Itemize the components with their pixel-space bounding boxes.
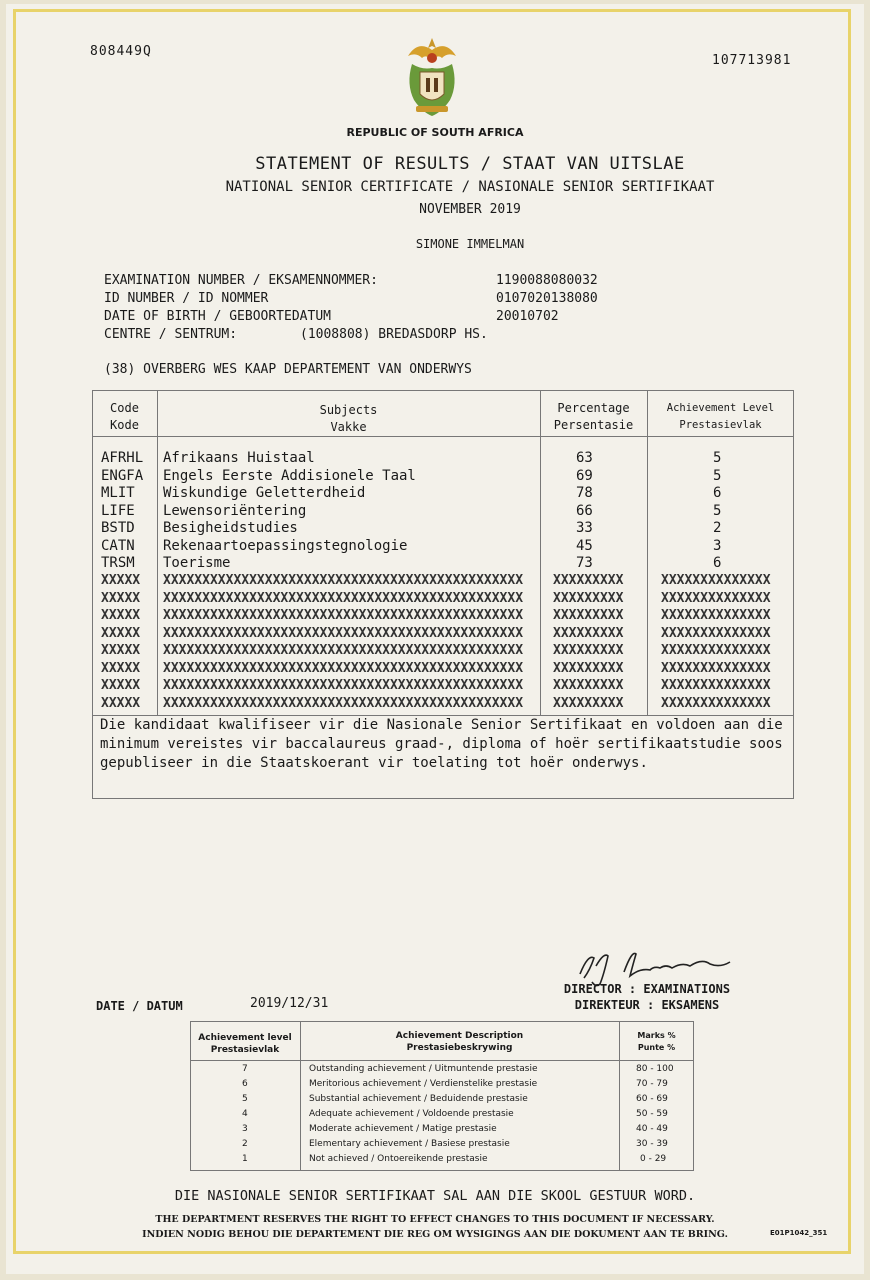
- legend-marks: 40 - 49: [636, 1124, 668, 1134]
- subject-code: AFRHL: [101, 450, 144, 466]
- legend-marks: 0 - 29: [640, 1154, 667, 1164]
- serial-right: 107713981: [712, 53, 792, 68]
- subject-name: Wiskundige Geletterdheid: [163, 485, 366, 501]
- filler-percentage: XXXXXXXXX: [553, 590, 624, 606]
- legend-description: Adequate achievement / Voldoende prestasie: [309, 1109, 514, 1119]
- filler-percentage: XXXXXXXXX: [553, 643, 624, 658]
- document-subtitle: NATIONAL SENIOR CERTIFICATE / NASIONALE SENIOR SERTIFIKAAT: [225, 179, 715, 195]
- filler-percentage: XXXXXXXXX: [553, 625, 624, 641]
- subject-level: 5: [713, 467, 722, 484]
- filler-level: XXXXXXXXXXXXXX: [661, 590, 771, 606]
- filler-row: [0, 661, 870, 679]
- legend-header-level-en: Achievement level: [198, 1033, 292, 1043]
- legend-level: 4: [242, 1109, 248, 1119]
- legend-row: [0, 1154, 870, 1169]
- filler-code: XXXXX: [101, 608, 141, 623]
- director-title-en: DIRECTOR : EXAMINATIONS: [563, 982, 731, 996]
- legend-description: Elementary achievement / Basiese prestasie: [309, 1139, 510, 1149]
- header-level-af: Prestasievlak: [679, 419, 762, 431]
- table-row: [0, 450, 870, 468]
- subject-code: MLIT: [101, 485, 135, 501]
- footer-disclaimer-en: THE DEPARTMENT RESERVES THE RIGHT TO EFFECT CHANGES TO THIS DOCUMENT IF NECESSARY.: [155, 1214, 715, 1225]
- filler-code: XXXXX: [101, 573, 141, 588]
- subject-level: 5: [713, 450, 722, 466]
- subject-level: 3: [713, 537, 722, 554]
- legend-row: [0, 1064, 870, 1079]
- legend-description: Moderate achievement / Matige prestasie: [309, 1124, 497, 1134]
- legend-header-marks-af: Punte %: [637, 1043, 676, 1052]
- dob-label: DATE OF BIRTH / GEBOORTEDATUM: [104, 309, 331, 324]
- legend-level: 1: [242, 1154, 248, 1164]
- region-label: (38) OVERBERG WES KAAP DEPARTEMENT VAN ONDERWYS: [104, 362, 472, 377]
- legend-header-description-af: Prestasiebeskrywing: [406, 1043, 513, 1053]
- filler-subject: XXXXXXXXXXXXXXXXXXXXXXXXXXXXXXXXXXXXXXXXXXXXXX: [163, 643, 524, 658]
- subject-level: 2: [713, 520, 722, 536]
- legend-header-level-af: Prestasievlak: [210, 1045, 280, 1055]
- header-percentage: [540, 400, 647, 434]
- table-row: [0, 555, 870, 573]
- subject-percentage: 78: [576, 485, 593, 501]
- subject-name: Lewensoriëntering: [163, 502, 307, 519]
- id-number-label: ID NUMBER / ID NOMMER: [104, 291, 269, 306]
- exam-number-label: EXAMINATION NUMBER / EKSAMENNOMMER:: [104, 273, 378, 288]
- table-row: [0, 538, 870, 556]
- subject-code: LIFE: [101, 502, 135, 519]
- footer-notice: DIE NASIONALE SENIOR SERTIFIKAAT SAL AAN DIE SKOOL GESTUUR WORD.: [174, 1188, 696, 1204]
- legend-header-marks: [619, 1030, 694, 1054]
- filler-code: XXXXX: [101, 678, 141, 693]
- subject-name: Besigheidstudies: [163, 520, 298, 536]
- legend-level: 3: [242, 1124, 248, 1134]
- centre-label: CENTRE / SENTRUM:: [104, 327, 238, 342]
- filler-percentage: XXXXXXXXX: [553, 678, 624, 693]
- candidate-name: SIMONE IMMELMAN: [415, 237, 525, 251]
- table-row: [0, 468, 870, 486]
- filler-subject: XXXXXXXXXXXXXXXXXXXXXXXXXXXXXXXXXXXXXXXXXXXXXX: [163, 625, 524, 641]
- subject-level: 5: [713, 502, 722, 519]
- legend-description: Substantial achievement / Beduidende prestasie: [309, 1094, 528, 1104]
- coat-of-arms-icon: [398, 34, 466, 122]
- header-code-en: Code: [110, 401, 139, 415]
- legend-row: [0, 1139, 870, 1154]
- filler-level: XXXXXXXXXXXXXX: [661, 695, 771, 711]
- filler-level: XXXXXXXXXXXXXX: [661, 608, 771, 623]
- director-title-af: DIREKTEUR : EKSAMENS: [574, 998, 720, 1012]
- subject-code: TRSM: [101, 555, 135, 571]
- document-title: STATEMENT OF RESULTS / STAAT VAN UITSLAE: [255, 154, 685, 174]
- filler-row: [0, 643, 870, 661]
- filler-percentage: XXXXXXXXX: [553, 660, 624, 676]
- filler-row: [0, 591, 870, 609]
- header-code-af: Kode: [110, 418, 139, 432]
- qualification-note: Die kandidaat kwalifiseer vir die Nasionale Senior Sertifikaat en voldoen aan die minimum vereistes vir baccalaureus graad-, diploma of hoër sertifikaatstudie soos gepubliseer in die Staatskoerant vir toelating tot hoër onderwys.: [100, 717, 783, 771]
- legend-header-description: [300, 1030, 619, 1054]
- subject-percentage: 33: [576, 520, 593, 536]
- date-value: 2019/12/31: [250, 996, 329, 1011]
- dob-value: 20010702: [496, 309, 559, 324]
- header-level-en: Achievement Level: [666, 402, 775, 414]
- filler-code: XXXXX: [101, 660, 141, 676]
- legend-marks: 70 - 79: [636, 1079, 668, 1089]
- director-block: [532, 981, 762, 1013]
- legend-row: [0, 1124, 870, 1139]
- filler-level: XXXXXXXXXXXXXX: [661, 643, 771, 658]
- header-code: [92, 400, 157, 434]
- filler-level: XXXXXXXXXXXXXX: [661, 625, 771, 641]
- legend-header-level: [190, 1032, 300, 1056]
- subject-percentage: 69: [576, 467, 593, 484]
- footer-disclaimer-af: INDIEN NODIG BEHOU DIE DEPARTEMENT DIE REG OM WYSIGINGS AAN DIE DOKUMENT AAN TE BRING.: [142, 1229, 728, 1240]
- legend-description: Outstanding achievement / Uitmuntende prestasie: [309, 1064, 538, 1074]
- filler-level: XXXXXXXXXXXXXX: [661, 678, 771, 693]
- table-row: [0, 503, 870, 521]
- exam-number-value: 1190088080032: [496, 273, 598, 288]
- subject-code: BSTD: [101, 520, 135, 536]
- id-number-value: 0107020138080: [496, 291, 598, 306]
- filler-subject: XXXXXXXXXXXXXXXXXXXXXXXXXXXXXXXXXXXXXXXXXXXXXX: [163, 573, 524, 588]
- filler-subject: XXXXXXXXXXXXXXXXXXXXXXXXXXXXXXXXXXXXXXXXXXXXXX: [163, 590, 524, 606]
- legend-level: 6: [242, 1079, 248, 1089]
- filler-row: [0, 626, 870, 644]
- filler-row: [0, 678, 870, 696]
- subject-name: Rekenaartoepassingstegnologie: [163, 537, 408, 554]
- document-reference: E01P1042_351: [770, 1229, 828, 1237]
- legend-level: 7: [242, 1064, 248, 1074]
- subject-percentage: 45: [576, 537, 593, 554]
- table-header-divider: [92, 436, 794, 437]
- header-percentage-af: Persentasie: [553, 418, 634, 432]
- header-subject-af: Vakke: [330, 420, 367, 434]
- subject-name: Afrikaans Huistaal: [163, 450, 315, 466]
- legend-marks: 50 - 59: [636, 1109, 668, 1119]
- serial-left: 808449Q: [90, 44, 152, 59]
- legend-header-marks-en: Marks %: [637, 1031, 676, 1040]
- footer-disclaimer: [40, 1212, 830, 1242]
- legend-description: Meritorious achievement / Verdienstelike prestasie: [309, 1079, 538, 1089]
- filler-code: XXXXX: [101, 590, 141, 606]
- filler-percentage: XXXXXXXXX: [553, 695, 624, 711]
- subject-name: Engels Eerste Addisionele Taal: [163, 467, 416, 484]
- filler-percentage: XXXXXXXXX: [553, 573, 624, 588]
- filler-subject: XXXXXXXXXXXXXXXXXXXXXXXXXXXXXXXXXXXXXXXXXXXXXX: [163, 608, 524, 623]
- table-row: [0, 520, 870, 538]
- subject-code: CATN: [101, 537, 135, 554]
- filler-level: XXXXXXXXXXXXXX: [661, 660, 771, 676]
- header-subject: [157, 402, 540, 436]
- header-percentage-en: Percentage: [557, 401, 630, 415]
- legend-marks: 80 - 100: [636, 1064, 674, 1074]
- filler-subject: XXXXXXXXXXXXXXXXXXXXXXXXXXXXXXXXXXXXXXXXXXXXXX: [163, 660, 524, 676]
- header-level: [647, 400, 794, 434]
- legend-row: [0, 1079, 870, 1094]
- legend-level: 5: [242, 1094, 248, 1104]
- table-row: [0, 485, 870, 503]
- filler-level: XXXXXXXXXXXXXX: [661, 573, 771, 588]
- centre-value: (1008808) BREDASDORP HS.: [300, 327, 488, 342]
- subject-level: 6: [713, 485, 722, 501]
- subject-percentage: 73: [576, 555, 593, 571]
- filler-code: XXXXX: [101, 695, 141, 711]
- subject-percentage: 66: [576, 502, 593, 519]
- filler-subject: XXXXXXXXXXXXXXXXXXXXXXXXXXXXXXXXXXXXXXXXXXXXXX: [163, 695, 524, 711]
- filler-percentage: XXXXXXXXX: [553, 608, 624, 623]
- filler-row: [0, 608, 870, 626]
- filler-code: XXXXX: [101, 643, 141, 658]
- exam-session: NOVEMBER 2019: [419, 202, 521, 217]
- subject-name: Toerisme: [163, 555, 231, 571]
- legend-header-divider: [190, 1060, 694, 1061]
- subject-percentage: 63: [576, 450, 593, 466]
- date-label: DATE / DATUM: [96, 999, 183, 1013]
- filler-row: [0, 573, 870, 591]
- legend-marks: 60 - 69: [636, 1094, 668, 1104]
- legend-description: Not achieved / Ontoereikende prestasie: [309, 1154, 488, 1164]
- legend-row: [0, 1094, 870, 1109]
- legend-row: [0, 1109, 870, 1124]
- filler-code: XXXXX: [101, 625, 141, 641]
- legend-marks: 30 - 39: [636, 1139, 668, 1149]
- legend-level: 2: [242, 1139, 248, 1149]
- filler-row: [0, 696, 870, 714]
- subject-level: 6: [713, 555, 722, 571]
- legend-header-description-en: Achievement Description: [395, 1031, 524, 1041]
- filler-subject: XXXXXXXXXXXXXXXXXXXXXXXXXXXXXXXXXXXXXXXXXXXXXX: [163, 678, 524, 693]
- republic-label: REPUBLIC OF SOUTH AFRICA: [346, 126, 524, 139]
- subject-code: ENGFA: [101, 467, 144, 484]
- header-subject-en: Subjects: [319, 403, 378, 417]
